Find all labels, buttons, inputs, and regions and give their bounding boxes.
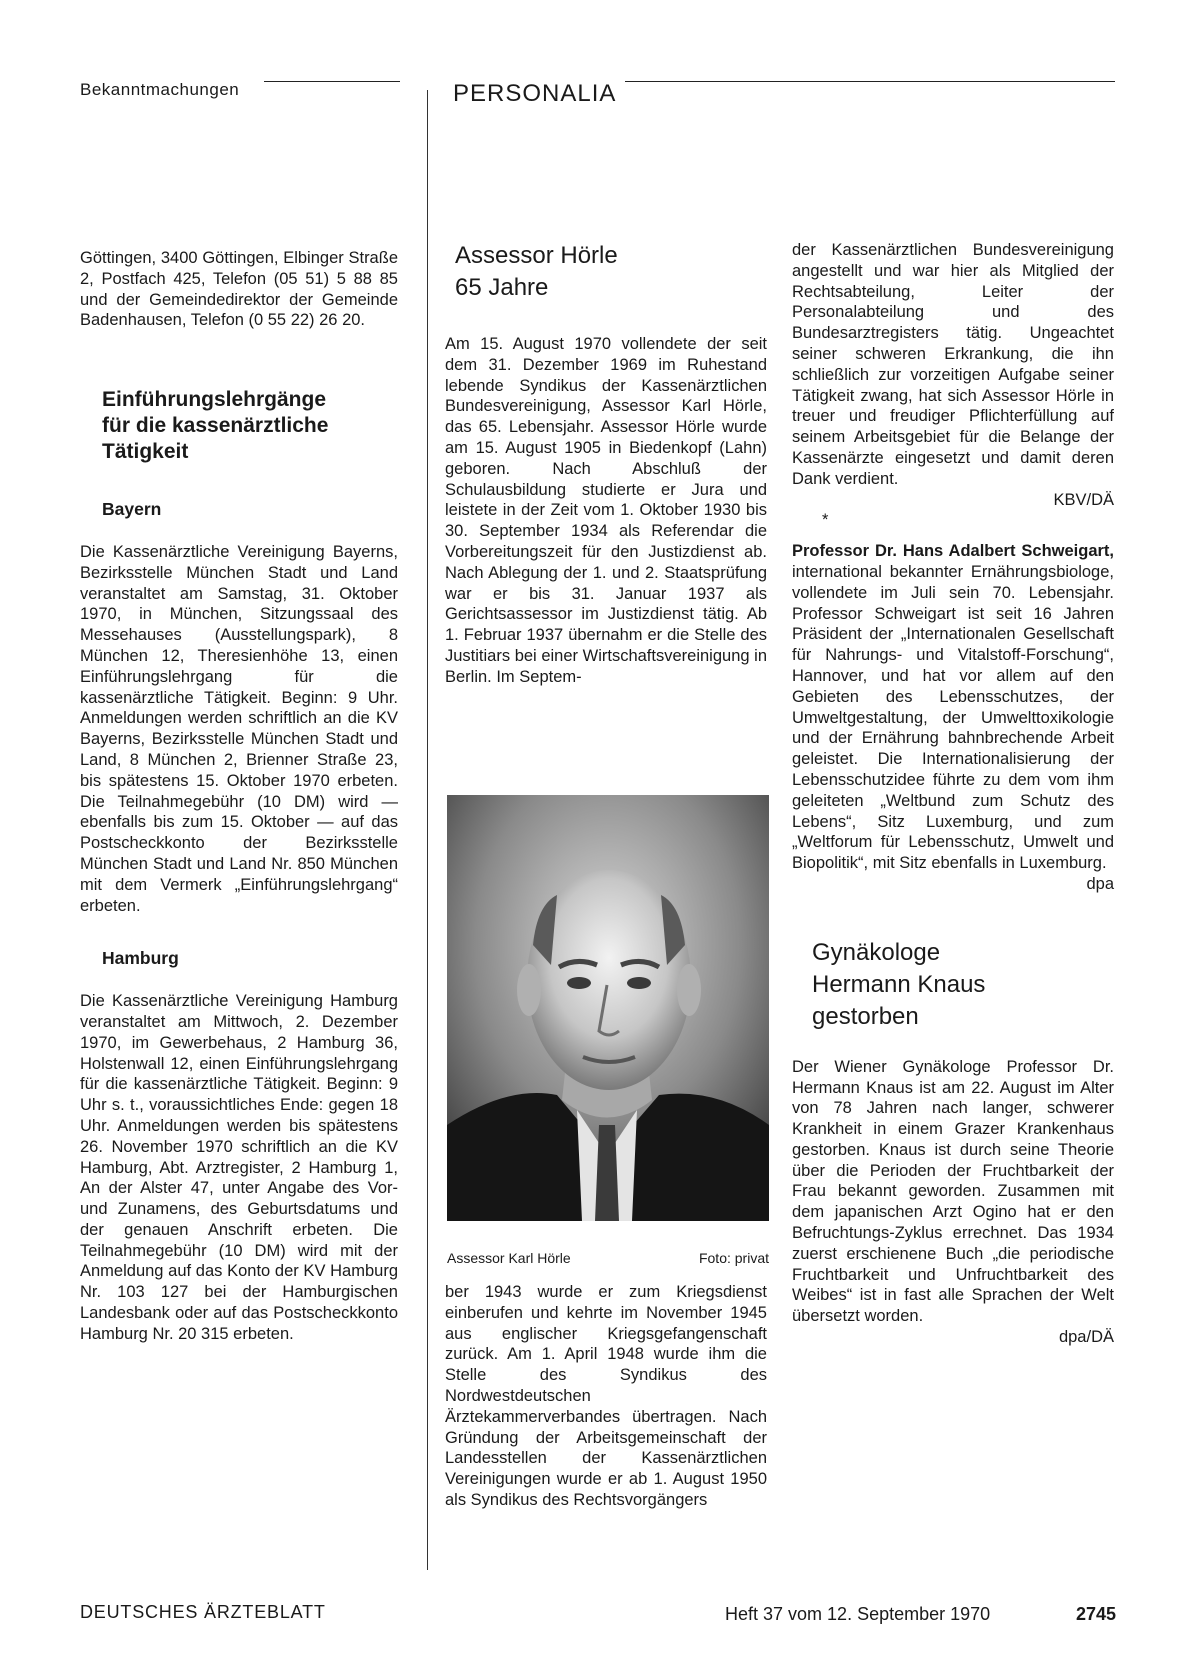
issue-info: Heft 37 vom 12. September 1970	[725, 1604, 991, 1624]
credit-kbv: KBV/DÄ	[1053, 490, 1114, 509]
credit-dpa-dae: dpa/DÄ	[1058, 1328, 1114, 1347]
article-title-line: Assessor Hörle	[455, 242, 618, 269]
portrait-illustration	[447, 795, 769, 1221]
schweigart-text: international bekannter Ernährungsbiologe, vollendete im Juli sein 70. Lebensjahr. Professor Schweigart ist seit 16 Jahren Präsident der „Internationalen Gesellschaft für Nahrungs- und Vitalstoff-Forschung“, Hannover, und hat vor allem auf den Gebieten des Lebensschutzes, der Umweltgestaltung, der Umwelttoxikologie und der Ernährung bahnbrechende Arbeit geleistet. Die Internationalisierung der Lebensschutzidee führte zu dem vom ihm geleiteten „Weltbund zum Schutz des Lebens“, Sitz Luxemburg, und zum „Weltforum für Lebensschutz, Umwelt und Biopolitik“, mit Sitz ebenfalls in Luxemburg.	[792, 562, 1114, 873]
header-rule-right	[625, 81, 1115, 82]
portrait-photo	[447, 795, 769, 1221]
section-label: Bekanntmachungen	[80, 80, 240, 99]
separator-star: *	[822, 511, 829, 530]
hoerle-paragraph: Am 15. August 1970 vollendete der seit dem 31. Dezember 1969 im Ruhestand lebende Syndikus der Kassenärztlichen Bundesvereinigung, Assessor Karl Hörle, das 65. Lebensjahr. Assessor Hörle wurde am 15. August 1905 in Biedenkopf (Lahn) geboren. Nach Abschluß der Schulausbildung studierte er Jura und leistete in der Zeit vom 1. Oktober 1930 bis 30. September 1934 als Referendar die Vorbereitungszeit für den Justizdienst ab. Nach Ablegung der 1. und 2. Staatsprüfung war er bis 31. Januar 1937 als Gerichtsassessor im Justizdienst tätig. Ab 1. Februar 1937 übernahm er die Stelle des Justitiars bei einer Wirtschaftsvereinigung in Berlin. Im Septem-	[445, 335, 767, 686]
caption-text: Assessor Karl Hörle	[447, 1250, 571, 1266]
knaus-paragraph: Der Wiener Gynäkologe Professor Dr. Hermann Knaus ist am 22. August im Alter von 78 Jahren nach langer, schwerer Krankheit in einem Grazer Krankenhaus gestorben. Knaus ist durch seine Theorie über die Perioden der Fruchtbarkeit der Frau bekannt geworden. Zusammen mit dem japanischen Arzt Ogino hat er den Befruchtungs-Zyklus errechnet. Das 1934 zuerst erschienene Buch „die periodische Fruchtbarkeit und Unfruchtbarkeit des Weibes“ ist in fast alle Sprachen der Welt übersetzt worden.	[792, 1057, 1114, 1326]
schweigart-paragraph	[792, 541, 1114, 874]
header-rule-left	[264, 81, 400, 82]
column-divider	[427, 90, 428, 1570]
article-title-line: für die kassenärztliche	[102, 414, 329, 438]
article-title-line: Gynäkologe	[812, 938, 941, 966]
hoerle-paragraph-continued: ber 1943 wurde er zum Kriegsdienst einberufen und kehrte im November 1945 aus englischer Kriegsgefangenschaft zurück. Am 1. April 1948 wurde ihm die Stelle des Syndikus des Nordwestdeutschen Ärztekammerverbandes übertragen. Nach Gründung der Arbeitsgemeinschaft der Landesstellen der Kassenärztlichen Vereinigungen wurde er ab 1. August 1950 als Syndikus des Rechtsvorgängers	[445, 1283, 767, 1509]
column-1	[80, 248, 398, 1345]
hoerle-paragraph-end: der Kassenärztlichen Bundesvereinigung angestellt und war hier als Mitglied der Rechtsabteilung, Leiter der Personalabteilung und des Bundesarztregisters tätig. Ungeachtet seiner schweren Erkrankung, die ihn schließlich zur vorzeitigen Aufgabe seiner Tätigkeit zwang, hat sich Assessor Hörle in treuer und freudiger Pflichterfüllung auf seinem Arbeitsgebiet für die Belange der Kassenärzte eingesetzt und damit deren Dank verdient.	[792, 241, 1114, 488]
column-2-continued	[445, 1282, 767, 1511]
article-title-line: Tätigkeit	[102, 440, 189, 464]
article-title-line: Einführungslehrgänge	[102, 388, 327, 412]
subheading-bayern: Bayern	[102, 499, 162, 520]
column-3	[792, 240, 1114, 1348]
photo-caption	[447, 1250, 769, 1266]
article-title-line: Hermann Knaus	[812, 970, 986, 998]
article-title-line: gestorben	[812, 1002, 919, 1030]
page-number: 2745	[1076, 1604, 1117, 1624]
hamburg-paragraph: Die Kassenärztliche Vereinigung Hamburg veranstaltet am Mittwoch, 2. Dezember 1970, im Gewerbehaus, 2 Hamburg 36, Holstenwall 12, einen Einführungslehrgang für die kassenärztliche Tätigkeit. Beginn: 9 Uhr s. t., voraussichtliches Ende: gegen 18 Uhr. Anmeldungen werden bis spätestens 26. November 1970 schriftlich an die KV Hamburg, Abt. Arztregister, 2 Hamburg 1, An der Alster 47, unter Angabe des Vor- und Zunamens, des Geburtsdatums und der genauen Anschrift erbeten. Die Teilnahmegebühr (10 DM) wird mit der Anmeldung auf das Konto der KV Hamburg Nr. 103 127 bei der Hamburgischen Landesbank oder auf das Postscheckkonto Hamburg Nr. 20 315 erbeten.	[80, 992, 398, 1343]
article-title-line: 65 Jahre	[455, 274, 549, 301]
section-title: PERSONALIA	[453, 80, 617, 107]
intro-paragraph: Göttingen, 3400 Göttingen, Elbinger Straße 2, Postfach 425, Telefon (05 51) 5 88 85 und der Gemeindedirektor der Gemeinde Badenhausen, Telefon (0 55 22) 26 20.	[80, 249, 398, 330]
schweigart-name: Professor Dr. Hans Adalbert Schweigart,	[792, 542, 1114, 561]
journal-name: DEUTSCHES ÄRZTEBLATT	[80, 1602, 326, 1622]
credit-dpa: dpa	[1086, 874, 1114, 893]
column-2	[445, 240, 767, 688]
subheading-hamburg: Hamburg	[102, 948, 179, 969]
bayern-paragraph: Die Kassenärztliche Vereinigung Bayerns, Bezirksstelle München Stadt und Land veranstaltet am Samstag, 31. Oktober 1970, in München, Sitzungssaal des Messehauses (Ausstellungspark), 8 München 12, Theresienhöhe 13, einen Einführungslehrgang für die kassenärztliche Tätigkeit. Beginn: 9 Uhr. Anmeldungen werden schriftlich an die KV Bayerns, Bezirksstelle München Stadt und Land, 8 München 2, Brienner Straße 23, bis spätestens 15. Oktober 1970 erbeten. Die Teilnahmegebühr (10 DM) wird — ebenfalls bis zum 15. Oktober — auf das Postscheckkonto der Bezirksstelle München Stadt und Land Nr. 850 München mit dem Vermerk „Einführungslehrgang“ erbeten.	[80, 542, 398, 915]
photo-credit: Foto: privat	[698, 1250, 769, 1266]
